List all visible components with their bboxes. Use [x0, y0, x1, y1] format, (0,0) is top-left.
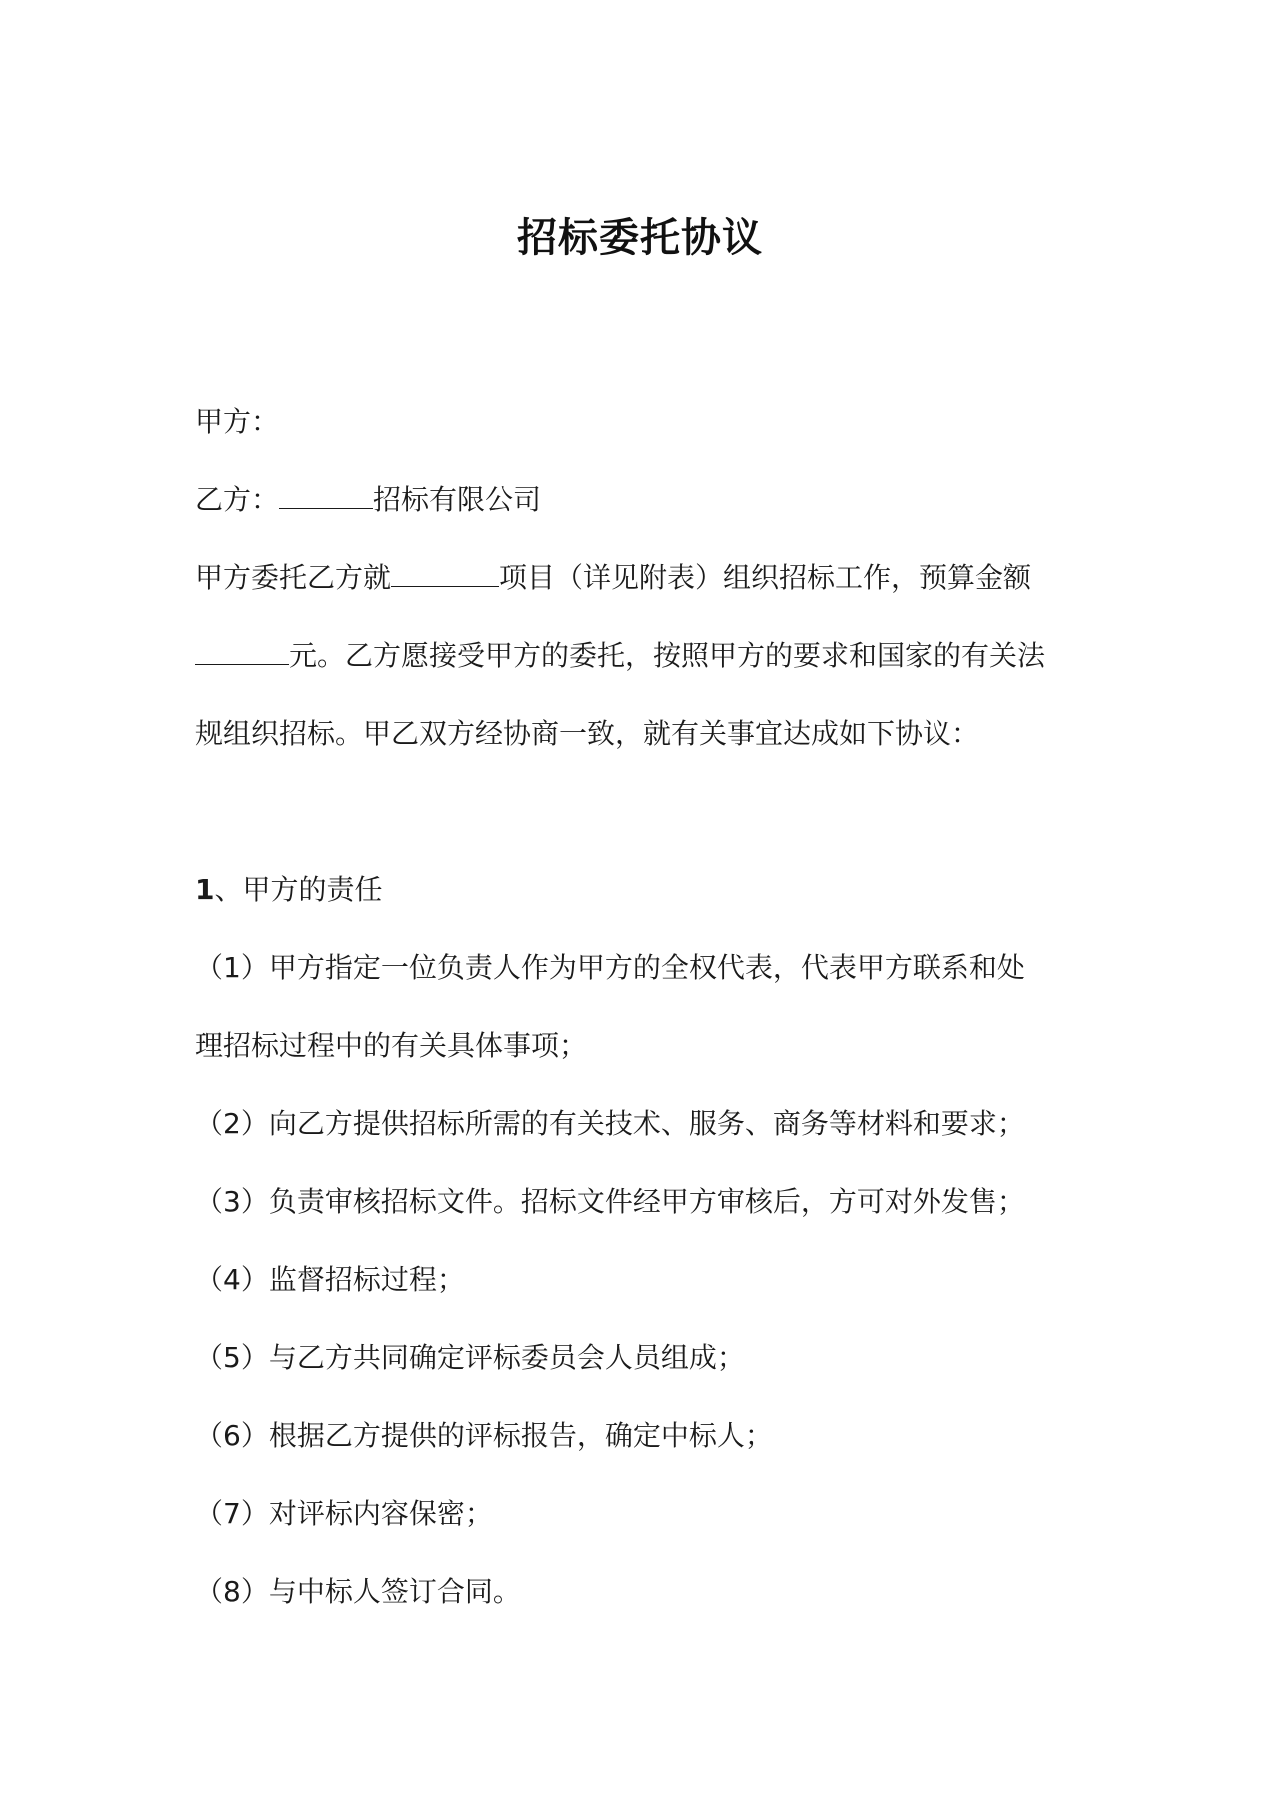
section-1-item: （2）向乙方提供招标所需的有关技术、服务、商务等材料和要求； — [195, 1107, 1025, 1140]
party-b-blank — [279, 480, 373, 509]
section-1-item: （5）与乙方共同确定评标委员会人员组成； — [195, 1341, 745, 1374]
intro-text-2: 元。乙方愿接受甲方的委托，按照甲方的要求和国家的有关法 — [289, 639, 1046, 672]
intro-line-3 — [195, 714, 979, 754]
intro-line-2 — [195, 636, 1045, 676]
project-name-blank — [391, 558, 499, 587]
section-1-item: 理招标过程中的有关具体事项； — [195, 1029, 588, 1062]
section-1-number: 1 — [195, 873, 215, 906]
section-1-item: （6）根据乙方提供的评标报告，确定中标人； — [195, 1419, 773, 1452]
party-a-line — [195, 402, 279, 442]
party-a-label: 甲方： — [195, 405, 280, 438]
intro-line-1 — [195, 558, 1031, 598]
section-1-item: （8）与中标人签订合同。 — [195, 1575, 521, 1608]
intro-text-1b: 项目（详见附表）组织招标工作，预算金额 — [499, 561, 1032, 594]
budget-amount-blank — [195, 636, 289, 665]
intro-text-3: 规组织招标。甲乙双方经协商一致，就有关事宜达成如下协议： — [195, 717, 980, 750]
party-b-label: 乙方： — [195, 483, 280, 516]
party-b-line — [195, 480, 541, 520]
section-1-item: （4）监督招标过程； — [195, 1263, 465, 1296]
party-b-suffix: 招标有限公司 — [373, 483, 542, 516]
section-1-item: （3）负责审核招标文件。招标文件经甲方审核后，方可对外发售； — [195, 1185, 1025, 1218]
section-1-title: 、甲方的责任 — [214, 873, 383, 906]
document-title: 招标委托协议 — [517, 215, 763, 261]
intro-text-1a: 甲方委托乙方就 — [195, 561, 392, 594]
section-1-item: （7）对评标内容保密； — [195, 1497, 493, 1530]
section-1-item: （1）甲方指定一位负责人作为甲方的全权代表，代表甲方联系和处 — [195, 951, 1025, 984]
section-1-heading — [195, 870, 383, 910]
